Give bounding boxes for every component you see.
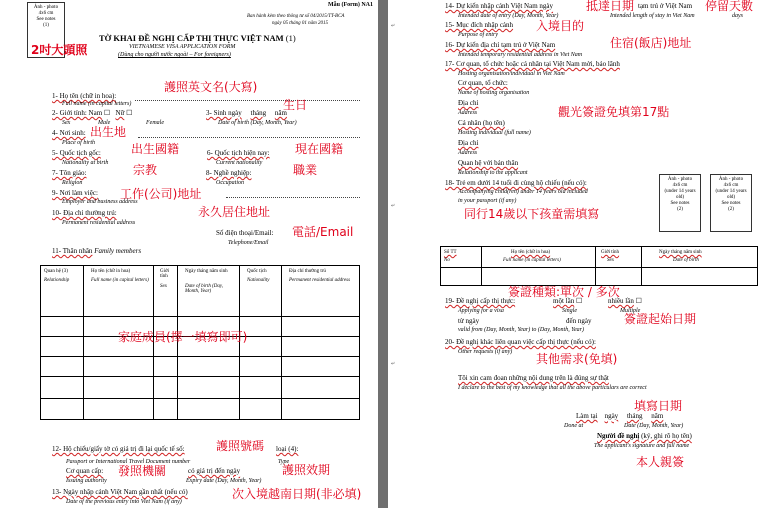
annotation-nationality-now: 現在國籍 [295, 142, 344, 156]
table-header: Họ tên (chữ in hoa) [511, 250, 551, 255]
annotation-authority: 發照機關 [118, 464, 167, 478]
field-phone-en: Telephone/Email [228, 240, 269, 246]
annotation-religion: 宗教 [133, 163, 158, 177]
table-header-en: No [444, 258, 450, 263]
form-issuance: Ban hành kèm theo thông tư số 04/2015/TT-BCA [247, 14, 345, 19]
table-header: Ngày tháng năm sinh [659, 250, 702, 255]
field-host-rel: Quan hệ với bản thân [458, 159, 519, 167]
annotation-photo: 2吋大頭照 [31, 43, 88, 57]
field-visa-from: từ ngày [458, 317, 480, 325]
field-arrival-label: 14- Dự kiến nhập cảnh Việt Nam ngày [445, 2, 554, 10]
photo-line: Ảnh - photo [667, 177, 693, 182]
form-subtitle: VIETNAMESE VISA APPLICATION FORM [129, 44, 236, 50]
field-male-en: Male [98, 120, 111, 126]
field-host-addr2: Địa chỉ [458, 139, 479, 147]
field-host-addr: Địa chỉ [458, 99, 479, 107]
table-header-en: Relationship [44, 278, 70, 283]
form-subtitle-note: (Dùng cho người nước ngoài – For foreigners) [118, 52, 231, 58]
child-photo-box [659, 174, 701, 232]
field-dob-en: Date of birth (Day, Month, Year) [218, 120, 297, 126]
table-header-en: Sex [160, 284, 167, 289]
field-employer-label: 9- Nơi làm việc: [52, 189, 98, 197]
field-nationality-birth-en: Nationality at birth [62, 160, 109, 166]
photo-line: (2) [677, 207, 683, 212]
field-children-en2: in your passport (if any) [458, 198, 517, 204]
photo-line: See notes [36, 17, 56, 22]
annotation-nationality-birth: 出生國籍 [131, 142, 180, 156]
field-stay-label: tạm trú ở Việt Nam [638, 2, 693, 10]
photo-line: Ảnh - photo [33, 5, 59, 10]
field-religion-en: Religion [62, 180, 83, 186]
field-visa-en: Applying for a visa [458, 308, 504, 314]
field-purpose-label: 15- Mục đích nhập cảnh [445, 21, 514, 29]
annotation-other: 其他需求(免填) [536, 352, 618, 366]
annotation-family: 家庭成員(擇一填寫即可) [118, 330, 248, 344]
field-passport-type-en: Type [278, 459, 290, 465]
field-religion-label: 7- Tôn giáo: [52, 169, 87, 177]
photo-line: (under 14 years [664, 189, 696, 194]
done-at-en: Done at [564, 423, 584, 429]
field-full-name-en: Full name (in capital letters) [62, 101, 132, 107]
annotation-residence: 住宿(飯店)地址 [610, 36, 692, 50]
field-residence-label: 16- Dự kiến địa chỉ tạm trú ở Việt Nam [445, 41, 556, 49]
field-host-addr2-en: Address [458, 150, 478, 156]
field-arrival-en: Intended date of entry (Day, Month, Year) [458, 13, 559, 19]
field-children-en1: Accompanying child(ren) under 14 years old included [458, 189, 588, 195]
annotation-visa-free: 觀光簽證免填第17點 [558, 105, 670, 119]
field-authority-en: Issuing authority [66, 478, 107, 484]
field-host-ind: Cá nhân (họ tên) [458, 119, 505, 127]
form-page-left [0, 0, 378, 508]
photo-line: 4x6 cm [38, 11, 54, 16]
field-host-ind-en: Hosting individual (full name) [458, 130, 531, 136]
field-days-en: days [732, 13, 743, 19]
single-entry-option[interactable]: một lần ☐ [553, 297, 583, 305]
field-host-org: Cơ quan, tổ chức: [458, 79, 508, 87]
annotation-stay: 停留天數 [705, 0, 754, 13]
field-passport-label: 12- Hộ chiếu/giấy tờ có giá trị đi lại quốc tế số: [52, 445, 185, 453]
annotation-signature: 本人親簽 [636, 455, 685, 469]
photo-line: (1) [43, 23, 49, 28]
field-occupation-en: Occupation [216, 180, 244, 186]
employer-input[interactable] [226, 197, 360, 198]
signer-label: Người đề nghị (ký, ghi rõ họ tên) [597, 432, 692, 440]
annotation-arrival: 抵達日期 [586, 0, 635, 13]
paragraph-mark: ↵ [391, 204, 396, 209]
field-birthplace-en: Place of birth [62, 140, 95, 146]
photo-line: See notes [670, 201, 690, 206]
declaration-en: I declare to the best of my knowledge that all the above particulars are correct [458, 385, 647, 391]
annotation-birthplace: 出生地 [90, 125, 127, 139]
photo-line: (under 14 years [715, 189, 747, 194]
field-host-rel-en: Relationship to the applicant [458, 170, 528, 176]
field-birthplace-label: 4- Nơi sinh: [52, 129, 86, 137]
table-header: Ngày tháng năm sinh [185, 269, 228, 274]
table-header: Giới tính [601, 250, 620, 255]
field-visa-to: đến ngày [566, 317, 592, 325]
field-nationality-now-en: Current nationality [216, 160, 263, 166]
annotation-address: 永久居住地址 [198, 205, 271, 219]
field-host-label: 17- Cơ quan, tổ chức hoặc cá nhân tại Việt Nam mời, bảo lãnh [445, 60, 620, 68]
annotation-phone: 電話/Email [292, 225, 354, 239]
annotation-occupation: 職業 [293, 163, 318, 177]
photo-line: (2) [728, 207, 734, 212]
field-full-name-label: 1- Họ tên (chữ in hoa): [52, 92, 117, 100]
female-checkbox[interactable]: ☐ [126, 109, 133, 117]
photo-line: 4x6 cm [723, 183, 739, 188]
field-address-en: Permanent residential address [62, 220, 136, 226]
annotation-name: 護照英文名(大寫) [164, 80, 258, 94]
field-female-en: Female [146, 120, 164, 126]
done-at: Làm tại ngày tháng năm [576, 412, 664, 420]
table-header: Số TT [444, 250, 457, 255]
field-host-addr-en: Address [458, 110, 478, 116]
field-phone-label: Số điện thoại/Email: [216, 229, 274, 237]
field-other-label: 20- Đề nghị khác liên quan việc cấp thị thực (nếu có): [445, 338, 596, 346]
field-dob-label: 3- Sinh ngày tháng năm [206, 109, 287, 117]
table-header: Địa chỉ thường trú [289, 269, 326, 274]
annotation-visa-type: 簽證種類:單次 / 多次 [508, 285, 620, 299]
full-name-input[interactable] [135, 100, 360, 101]
table-header: Giới tính [160, 269, 170, 279]
multiple-entry-option[interactable]: nhiều lần ☐ [608, 297, 642, 305]
table-header-en: Sex [607, 258, 614, 263]
table-header-en: Full name (in capital letters) [503, 258, 561, 263]
annotation-expiry: 護照效期 [282, 463, 331, 477]
table-header-en: Date of birth (Day, Month, Year) [185, 284, 224, 294]
form-issuance-date: ngày 05 tháng 01 năm 2015 [272, 21, 328, 26]
field-passport-en: Passport or International Travel Document number [66, 459, 191, 465]
field-children-label: 18- Trẻ em dưới 14 tuổi đi cùng hộ chiếu (nếu có): [445, 179, 587, 187]
table-header-en: Full name (in capital letters) [91, 278, 149, 283]
field-expiry-label: có giá trị đến ngày [188, 467, 241, 475]
field-last-entry-en: Date of the previous entry into Viet Nam (if any) [66, 499, 182, 505]
photo-line: old) [726, 195, 736, 200]
form-page-right [388, 0, 768, 508]
photo-line: old) [675, 195, 685, 200]
field-host-org-en: Name of hosting organisation [458, 90, 530, 96]
field-occupation-label: 8- Nghề nghiệp: [206, 169, 252, 177]
table-header: Quan hệ (3) [44, 269, 68, 274]
signer-en: The applicant's signature and full name [594, 443, 690, 449]
table-header-en: Nationality [247, 278, 270, 283]
field-purpose-en: Purpose of entry [458, 32, 498, 38]
photo-line: See notes [721, 201, 741, 206]
declaration-vi: Tôi xin cam đoan những nội dung trên là đúng sự thật [458, 374, 609, 382]
field-other-en: Other requests (if any) [458, 349, 513, 355]
photo-line: Ảnh - photo [718, 177, 744, 182]
photo-line: 4x6 cm [672, 183, 688, 188]
table-header: Quốc tịch [247, 269, 267, 274]
table-header: Họ tên (chữ in hoa) [91, 269, 131, 274]
annotation-last-entry: 次入境越南日期(非必填) [232, 487, 362, 501]
field-visa-label: 19- Đề nghị cấp thị thực: [445, 297, 516, 305]
form-code: Mẫu (Form) NA1 [328, 2, 373, 8]
field-family-label: 11- Thân nhân Family members [52, 247, 142, 255]
paragraph-mark: ↵ [391, 24, 396, 29]
field-expiry-en: Expiry date (Day, Month, Year) [186, 478, 262, 484]
field-employer-en: Employer and business address [62, 199, 138, 205]
field-residence-en: Intended temporary residential address in Viet Nam [458, 52, 583, 58]
male-checkbox[interactable]: ☐ [103, 109, 111, 117]
field-authority-label: Cơ quan cấp: [66, 467, 104, 475]
field-stay-en: Intended length of stay in Viet Nam [610, 13, 695, 19]
field-multiple-en: Multiple [620, 308, 641, 314]
table-header-en: Permanent residential address [289, 278, 351, 283]
field-sex-en: Sex [62, 120, 71, 126]
form-title: TỜ KHAI ĐỀ NGHỊ CẤP THỊ THỰC VIỆT NAM (1) [99, 33, 296, 43]
done-date-en: Date (Day, Month, Year) [624, 423, 684, 429]
birthplace-input[interactable] [138, 137, 360, 138]
field-nationality-birth-label: 5- Quốc tịch gốc: [52, 149, 101, 157]
field-passport-type: loại (4): [276, 445, 299, 453]
field-nationality-now-label: 6- Quốc tịch hiện nay: [207, 149, 270, 157]
paragraph-mark: ↵ [391, 362, 396, 367]
field-visa-valid-en: valid from (Day, Month, Year) to (Day, Month, Year) [458, 327, 584, 333]
children-table [440, 246, 758, 286]
field-single-en: Single [562, 308, 577, 314]
annotation-children: 同行14歲以下孩童需填寫 [464, 207, 600, 221]
field-address-label: 10- Địa chỉ thường trú: [52, 209, 117, 217]
annotation-purpose: 入境目的 [536, 19, 585, 33]
annotation-fill-date: 填寫日期 [634, 399, 683, 413]
annotation-passport-no: 護照號碼 [216, 439, 265, 453]
field-sex-label: 2- Giới tính: Nam ☐ Nữ ☐ [52, 109, 133, 117]
field-host-en: Hosting organisation/individual in Viet Nam [458, 71, 565, 77]
annotation-dob: 生日 [283, 98, 308, 112]
table-header-en: Date of birth [673, 258, 699, 263]
annotation-employer: 工作(公司)地址 [120, 187, 202, 201]
child-photo-box [710, 174, 752, 232]
field-last-entry-label: 13- Ngày nhập cảnh Việt Nam gần nhất (nếu có) [52, 488, 188, 496]
annotation-visa-start: 簽證起始日期 [624, 312, 697, 326]
